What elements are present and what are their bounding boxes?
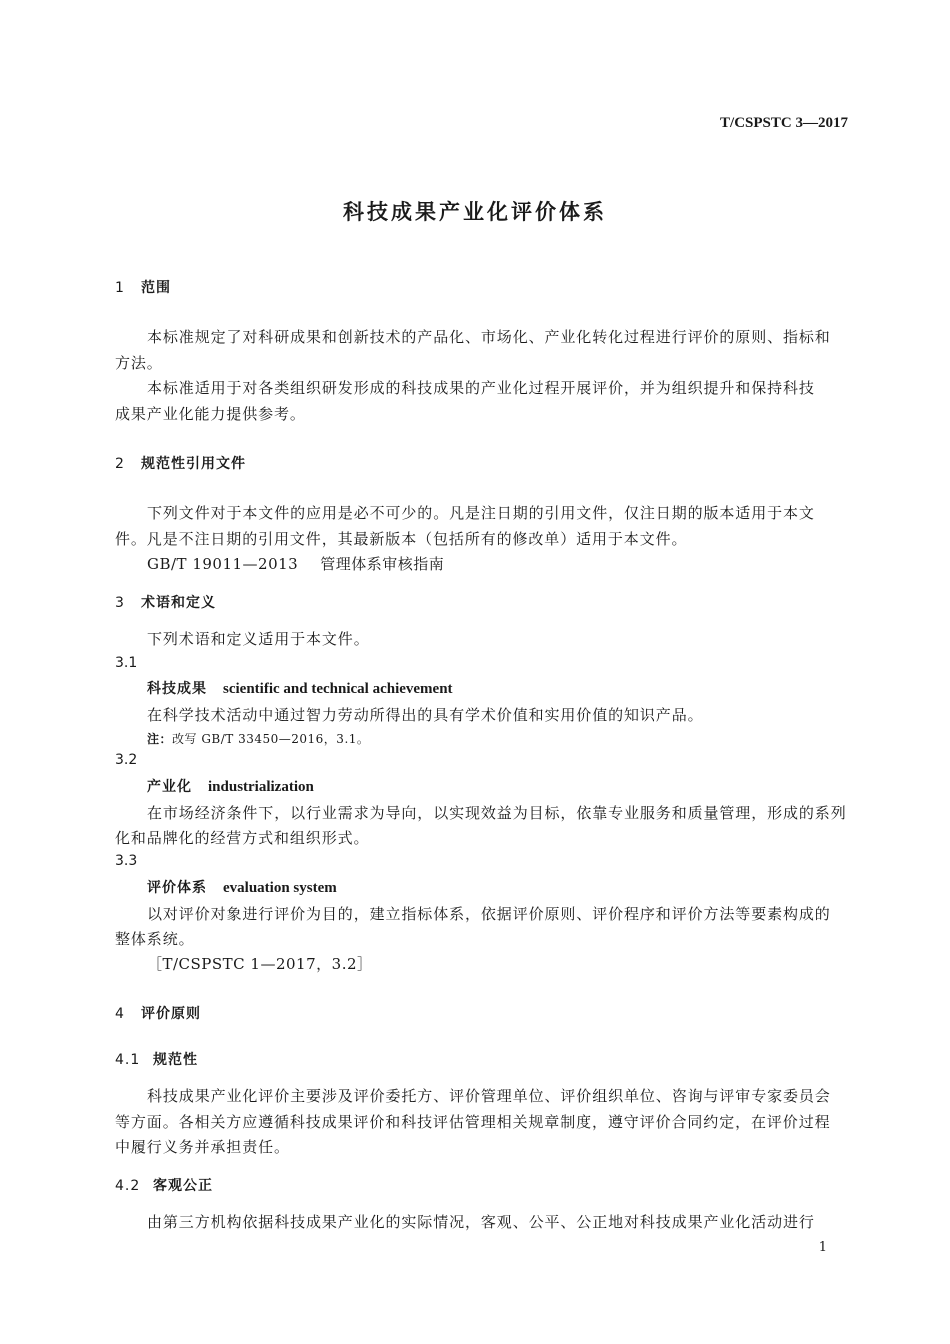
paragraph-line: 中履行义务并承担责任。 — [115, 1138, 290, 1156]
term-definition-line: 在市场经济条件下，以行业需求为导向，以实现效益为目标，依靠专业服务和质量管理，形成的系列 — [147, 804, 847, 822]
term-chinese: 评价体系 — [147, 880, 207, 896]
section-title: 规范性引用文件 — [141, 456, 246, 472]
section-2-heading — [115, 453, 246, 473]
section-title: 术语和定义 — [141, 595, 216, 611]
section-number: 4 — [115, 1006, 125, 1022]
subsection-4-2-heading — [115, 1175, 213, 1195]
term-english: scientific and technical achievement — [223, 681, 453, 697]
reference-code: GB/T 19011—2013 — [147, 555, 299, 573]
subsection-number: 4.1 — [115, 1052, 141, 1068]
term-definition-line: 整体系统。 — [115, 930, 195, 948]
term-chinese: 产业化 — [147, 779, 192, 795]
section-4-heading — [115, 1003, 201, 1023]
note-text: 改写 GB/T 33450—2016，3.1。 — [172, 732, 370, 746]
term-english: industrialization — [208, 779, 314, 795]
note-label: 注： — [147, 732, 173, 746]
subsection-title: 客观公正 — [153, 1178, 213, 1194]
paragraph-line: 方法。 — [115, 354, 163, 372]
section-1-heading — [115, 277, 171, 297]
term-entry — [147, 678, 453, 698]
term-definition-line: 以对评价对象进行评价为目的，建立指标体系，依据评价原则、评价程序和评价方法等要素构成的 — [147, 905, 831, 923]
paragraph-line: 件。凡是不注日期的引用文件，其最新版本（包括所有的修改单）适用于本文件。 — [115, 530, 688, 548]
paragraph-line: 成果产业化能力提供参考。 — [115, 405, 306, 423]
normative-reference — [147, 553, 444, 574]
term-entry — [147, 776, 314, 796]
term-number: 3.2 — [115, 752, 138, 768]
paragraph-line: 本标准适用于对各类组织研发形成的科技成果的产业化过程开展评价，并为组织提升和保持科技 — [147, 379, 815, 397]
term-number: 3.3 — [115, 853, 138, 869]
section-number: 2 — [115, 456, 125, 472]
subsection-number: 4.2 — [115, 1178, 141, 1194]
paragraph-line: 科技成果产业化评价主要涉及评价委托方、评价管理单位、评价组织单位、咨询与评审专家委员会 — [147, 1087, 831, 1105]
paragraph-line: 等方面。各相关方应遵循科技成果评价和科技评估管理相关规章制度，遵守评价合同约定，在评价过程 — [115, 1113, 831, 1131]
subsection-4-1-heading — [115, 1049, 198, 1069]
document-code: T/CSPSTC 3—2017 — [720, 115, 848, 131]
paragraph-line: 本标准规定了对科研成果和创新技术的产品化、市场化、产业化转化过程进行评价的原则、指标和 — [147, 328, 831, 346]
term-definition: 在科学技术活动中通过智力劳动所得出的具有学术价值和实用价值的知识产品。 — [147, 706, 704, 724]
paragraph-line: 由第三方机构依据科技成果产业化的实际情况，客观、公平、公正地对科技成果产业化活动进行 — [147, 1213, 815, 1231]
page-number: 1 — [818, 1240, 827, 1255]
term-number: 3.1 — [115, 655, 138, 671]
paragraph-line: 下列文件对于本文件的应用是必不可少的。凡是注日期的引用文件，仅注日期的版本适用于本文 — [147, 504, 815, 522]
term-definition-line: 化和品牌化的经营方式和组织形式。 — [115, 829, 370, 847]
term-english: evaluation system — [223, 880, 337, 896]
section-title: 范围 — [141, 280, 171, 296]
term-source: ［T/CSPSTC 1—2017，3.2］ — [147, 955, 373, 973]
section-title: 评价原则 — [141, 1006, 201, 1022]
term-chinese: 科技成果 — [147, 681, 207, 697]
section-number: 1 — [115, 280, 125, 296]
reference-title: 管理体系审核指南 — [320, 555, 445, 573]
document-title: 科技成果产业化评价体系 — [343, 200, 607, 224]
term-entry — [147, 877, 337, 897]
section-3-heading — [115, 592, 216, 612]
subsection-title: 规范性 — [153, 1052, 198, 1068]
term-note — [147, 730, 369, 747]
paragraph-line: 下列术语和定义适用于本文件。 — [147, 630, 370, 648]
section-number: 3 — [115, 595, 125, 611]
